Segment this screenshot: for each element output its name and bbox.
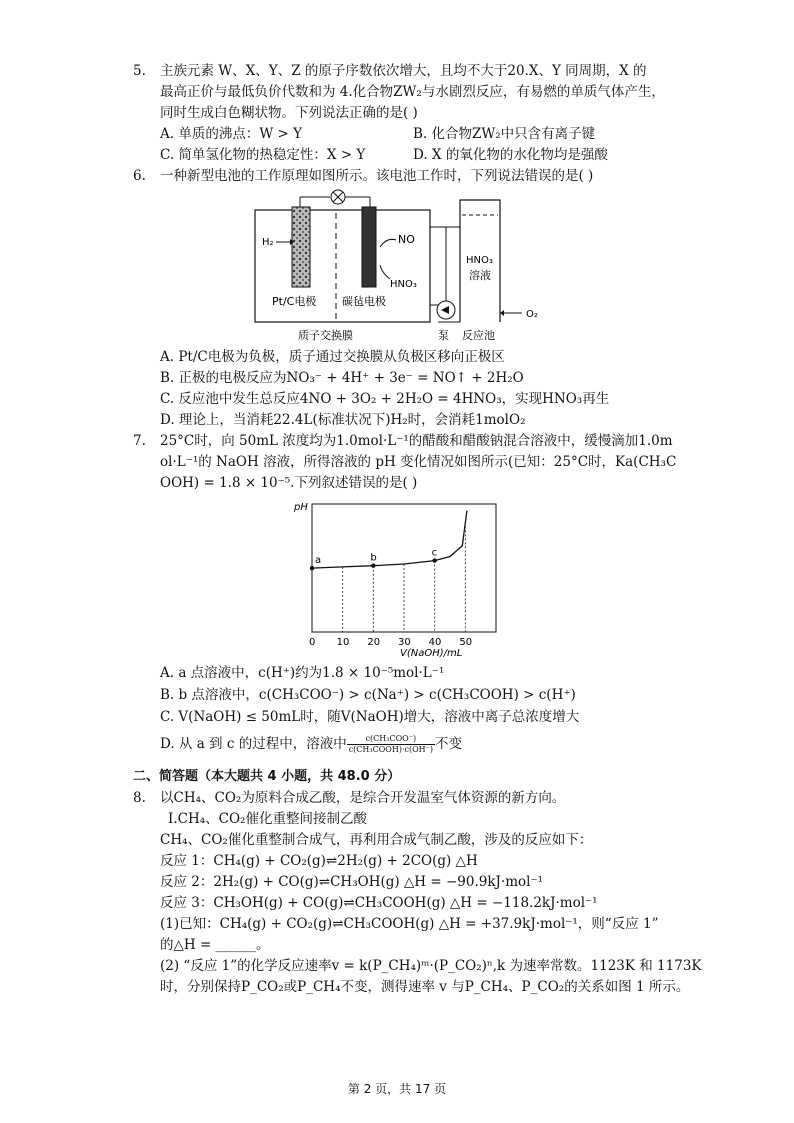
membrane-label: 质子交换膜 <box>298 329 353 342</box>
fraction-numerator: c(CH₃COO⁻) <box>347 734 435 745</box>
q7-line-3: OOH) = 1.8 × 10⁻⁵.下列叙述错误的是( ) <box>160 475 418 491</box>
data-point-c <box>432 558 436 562</box>
q7-line-1: 25°C时，向 50mL 浓度均为1.0mol·L⁻¹的醋酸和醋酸钠混合溶液中，缓慢滴加1.0m <box>160 433 673 449</box>
q6-option-d: D. 理论上，当消耗22.4L(标准状况下)H₂时，会消耗1molO₂ <box>160 412 526 428</box>
x-tick-label: 30 <box>398 637 411 648</box>
q8-reaction-1: 反应 1：CH₄(g) + CO₂(g)⇌2H₂(g) + 2CO(g) △H <box>160 853 478 869</box>
x-tick-label: 10 <box>336 637 350 648</box>
y-axis-label: pH <box>294 502 308 513</box>
q7-option-d-suffix: 不变 <box>434 736 462 752</box>
x-axis-label: V(NaOH)/mL <box>400 648 463 659</box>
q8-number: 8. <box>133 790 146 806</box>
q7-option-d-prefix: D. 从 a 到 c 的过程中，溶液中 <box>160 736 347 752</box>
q8-part-1-line-2: 的△H = ______。 <box>160 937 270 953</box>
ptc-electrode <box>292 207 310 287</box>
carbon-electrode-label: 碳毡电极 <box>342 295 386 308</box>
q6-option-a: A. Pt/C电极为负极，质子通过交换膜从负极区移向正极区 <box>160 349 505 365</box>
q7-line-2: ol·L⁻¹的 NaOH 溶液，所得溶液的 pH 变化情况如图所示(已知：25°C时，Ka(CH₃C <box>160 454 677 470</box>
q5-option-d: D. X 的氧化物的水化物均是强酸 <box>413 147 608 163</box>
ph-curve <box>312 511 467 568</box>
ph-titration-chart <box>290 492 510 660</box>
q6-line-1: 一种新型电池的工作原理如图所示。该电池工作时，下列说法错误的是( ) <box>160 168 594 184</box>
q5-line-1: 主族元素 W、X、Y、Z 的原子序数依次增大，且均不大于20.X、Y 同周期，X 的 <box>160 63 647 79</box>
hno3-solution-label-2: 溶液 <box>469 269 491 282</box>
data-point-b <box>371 564 375 568</box>
x-tick-label: 0 <box>309 637 316 648</box>
ptc-electrode-label: Pt/C电极 <box>272 295 317 308</box>
q7-option-d <box>160 734 462 755</box>
q6-option-c: C. 反应池中发生总反应4NO + 3O₂ + 2H₂O = 4HNO₃，实现HNO₃再生 <box>160 391 610 407</box>
q8-line-1: 以CH₄、CO₂为原料合成乙酸，是综合开发温室气体资源的新方向。 <box>160 790 566 806</box>
q5-line-2: 最高正价与最低负价代数和为 4.化合物ZW₂与水剧烈反应，有易燃的单质气体产生， <box>160 84 665 100</box>
h2-label: H₂ <box>262 237 274 248</box>
page-footer: 第 2 页，共 17 页 <box>347 1082 447 1096</box>
fraction-denominator: c(CH₃COOH)·c(OH⁻) <box>348 745 433 754</box>
q7-option-c: C. V(NaOH) ≤ 50mL时，随V(NaOH)增大，溶液中离子总浓度增大 <box>160 709 580 725</box>
q7-option-b: B. b 点溶液中，c(CH₃COO⁻) > c(Na⁺) > c(CH₃COOH) > c(H⁺) <box>160 687 576 703</box>
no-label: NO <box>398 233 415 246</box>
q7-option-a: A. a 点溶液中，c(H⁺)约为1.8 × 10⁻⁵mol·L⁻¹ <box>160 665 445 681</box>
q6-option-b: B. 正极的电极反应为NO₃⁻ + 4H⁺ + 3e⁻ = NO↑ + 2H₂O <box>160 370 524 386</box>
q7-option-d-fraction <box>347 734 435 755</box>
q8-part-2-line-1: (2) “反应 1”的化学反应速率v = k(P_CH₄)ᵐ·(P_CO₂)ⁿ,k 为速率常数。1123K 和 1173K <box>160 958 702 974</box>
q5-option-a: A. 单质的沸点：W > Y <box>160 126 303 142</box>
q5-option-b: B. 化合物ZW₂中只含有离子键 <box>413 126 596 142</box>
carbon-felt-electrode <box>362 207 376 287</box>
q5-option-c: C. 简单氢化物的热稳定性：X > Y <box>160 147 366 163</box>
battery-diagram <box>250 185 550 345</box>
section-2-title: 二、简答题（本大题共 4 小题，共 48.0 分） <box>133 769 401 784</box>
q5-number: 5. <box>133 63 146 79</box>
x-tick-label: 40 <box>428 637 442 648</box>
q8-reaction-2: 反应 2：2H₂(g) + CO(g)⇌CH₃OH(g) △H = −90.9kJ·mol⁻¹ <box>160 874 544 890</box>
x-tick-label: 20 <box>367 637 381 648</box>
hno3-solution-label-1: HNO₃ <box>466 255 493 266</box>
q7-number: 7. <box>133 433 146 449</box>
data-point-a <box>310 566 314 570</box>
q8-part-2-line-2: 时，分别保持P_CO₂或P_CH₄不变，测得速率 v 与P_CH₄、P_CO₂的关系如图 1 所示。 <box>160 979 690 995</box>
o2-label: O₂ <box>526 309 538 320</box>
reaction-pool-label: 反应池 <box>462 329 495 342</box>
q8-part-1-line-1: (1)已知：CH₄(g) + CO₂(g)⇌CH₃COOH(g) △H = +37.9kJ·mol⁻¹，则“反应 1” <box>160 916 659 932</box>
hno3-label: HNO₃ <box>390 279 417 290</box>
q6-number: 6. <box>133 168 146 184</box>
data-point-label-b: b <box>370 552 377 564</box>
q8-reaction-3: 反应 3：CH₃OH(g) + CO(g)⇌CH₃COOH(g) △H = −118.2kJ·mol⁻¹ <box>160 895 598 911</box>
q5-line-3: 同时生成白色糊状物。下列说法正确的是( ) <box>160 105 418 121</box>
q8-line-3: CH₄、CO₂催化重整制合成气，再利用合成气制乙酸，涉及的反应如下： <box>160 832 593 848</box>
q8-line-2: Ⅰ.CH₄、CO₂催化重整间接制乙酸 <box>168 811 367 827</box>
data-point-label-c: c <box>431 547 438 559</box>
data-point-label-a: a <box>315 555 322 567</box>
pump-label: 泵 <box>438 329 449 342</box>
x-tick-label: 50 <box>459 637 473 648</box>
